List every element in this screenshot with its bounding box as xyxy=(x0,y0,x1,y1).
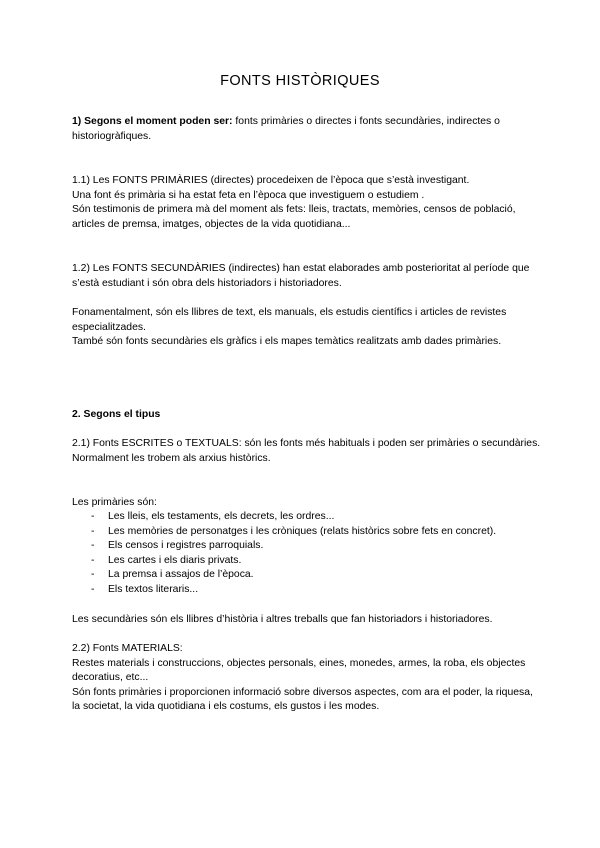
primaries-label: Les primàries són: xyxy=(72,497,157,508)
primary-sources-line: Són testimonis de primera mà del moment als fets: lleis, tractats, memòries, censos de població, articles de premsa, imatges, objectes de la vida quotidiana... xyxy=(72,204,516,230)
material-sources-heading: 2.2) Fonts MATERIALS: xyxy=(72,643,183,654)
written-sources-line: Normalment les trobem als arxius històrics. xyxy=(72,452,271,464)
section-1-heading: 1) Segons el moment poden ser: xyxy=(72,116,233,127)
written-sources-block xyxy=(72,437,542,466)
written-sources-line: 2.1) Fonts ESCRITES o TEXTUALS: són les fonts més habituals i poden ser primàries o secundàries. xyxy=(72,438,541,449)
section-2-heading: 2. Segons el tipus xyxy=(72,409,161,420)
primary-sources-line: Una font és primària si ha estat feta en l’època que investiguem o estudiem . xyxy=(72,189,425,201)
list-item: - Els textos literaris... xyxy=(72,583,542,598)
primaries-list xyxy=(72,510,542,597)
list-item: - Les memòries de personatges i les cròniques (relats històrics sobre fets en concret). xyxy=(72,525,542,540)
secondaries-paragraph: Les secundàries són els llibres d’història i altres treballs que fan historiadors i historiadores. xyxy=(72,614,493,625)
material-sources-line: Restes materials i construccions, objectes personals, eines, monedes, armes, la roba, els objectes decoratius, etc... xyxy=(72,657,526,683)
list-item: - Les lleis, els testaments, els decrets, les ordres... xyxy=(72,510,542,525)
section-1-paragraph xyxy=(72,115,542,144)
document-title: FONTS HISTÒRIQUES xyxy=(220,73,380,89)
secondary-sources-line: Fonamentalment, són els llibres de text, els manuals, els estudis científics i articles de revistes especialitzades. xyxy=(72,307,507,333)
list-item: - Els censos i registres parroquials. xyxy=(72,539,542,554)
secondary-sources-line: També són fonts secundàries els gràfics i els mapes temàtics realitzats amb dades primàries. xyxy=(72,336,502,347)
primary-sources-line: 1.1) Les FONTS PRIMÀRIES (directes) procedeixen de l’època que s’està investigant. xyxy=(72,175,470,186)
list-item: - La premsa i assajos de l’època. xyxy=(72,568,542,583)
secondary-sources-paragraph: 1.2) Les FONTS SECUNDÀRIES (indirectes) han estat elaborades amb posterioritat al període que s’està estudiant i són obra dels historiadors i historiadores. xyxy=(72,263,530,289)
list-item: - Les cartes i els diaris privats. xyxy=(72,554,542,569)
section-1-text: fonts primàries o directes i fonts secundàries, indirectes o historiogràfiques. xyxy=(72,116,500,142)
primary-sources-block xyxy=(72,174,542,232)
secondary-sources-details xyxy=(72,306,542,350)
material-sources-block xyxy=(72,642,542,715)
material-sources-line: Són fonts primàries i proporcionen informació sobre diversos aspectes, com ara el poder, la riquesa, la societat, la vida quotidiana i els costums, els gustos i les modes. xyxy=(72,686,533,712)
